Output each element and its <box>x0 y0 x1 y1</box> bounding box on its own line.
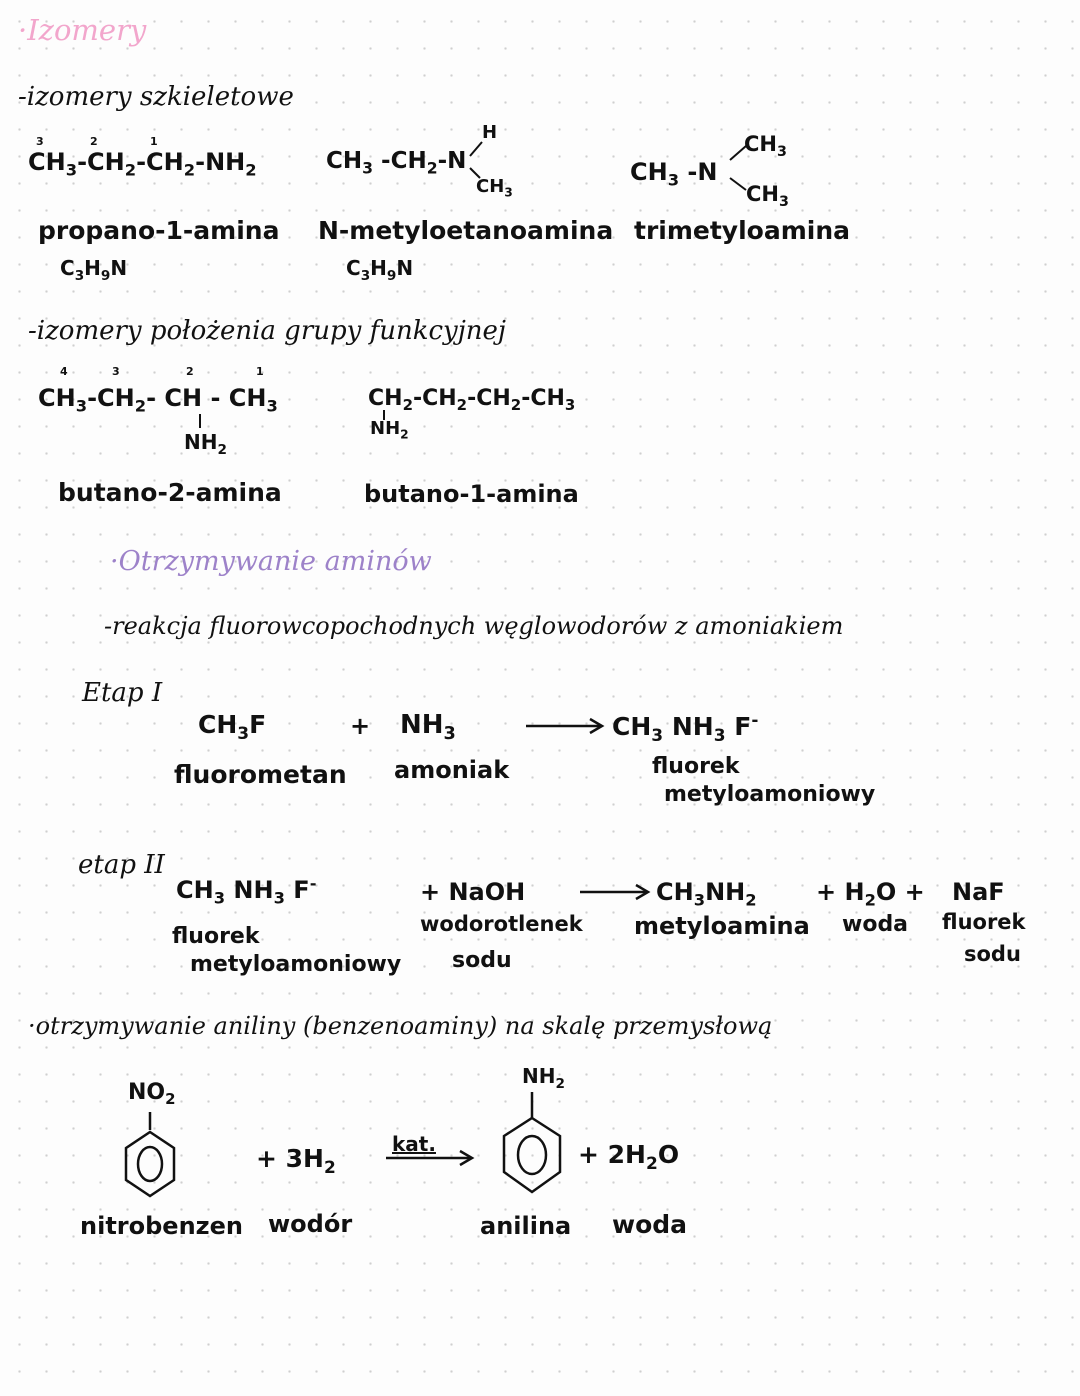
synthesis-title: ·Otrzymywanie aminów <box>110 546 432 577</box>
reactant-formula: $CH_3$ $NH_3$ F- <box>176 874 317 908</box>
reactant-name: fluorek <box>172 924 260 949</box>
reactant-name: wodór <box>268 1210 353 1238</box>
product-name: metyloamoniowy <box>664 782 876 807</box>
water-formula: + $2H_2O$ <box>578 1140 680 1174</box>
product-name: fluorek <box>652 754 740 779</box>
substituent-top: $CH_3$ <box>744 132 787 160</box>
substituent: $NH_2$ <box>184 430 227 458</box>
reactant-formula: $NH_3$ <box>400 710 456 745</box>
carbon-number: 3 <box>112 365 120 378</box>
substituent: $NH_2$ <box>370 418 409 442</box>
reactant-name: fluorometan <box>174 760 347 789</box>
reactant-name: sodu <box>452 948 512 973</box>
skeletal-isomers-heading: -izomery szkieletowe <box>18 82 294 112</box>
molecular-formula: $C_3H_9N$ <box>60 256 128 284</box>
nitro-group: $NO_2$ <box>128 1080 176 1109</box>
compound-name: butano-1-amina <box>364 480 579 508</box>
carbon-number: 1 <box>256 365 264 378</box>
structural-formula: $CH_3$ -N <box>630 158 718 190</box>
amino-group: $NH_2$ <box>522 1064 565 1092</box>
product-formula: $CH_3$ $NH_3$ F- <box>612 710 759 746</box>
carbon-number: 1 <box>150 135 158 148</box>
product-formula: + $H_2O$ + <box>816 878 925 910</box>
product-formula: NaF <box>952 878 1005 906</box>
structural-formula: $CH_3$ $-CH_2-N$ <box>326 148 467 178</box>
substituent-bottom: $CH_3$ <box>746 182 789 210</box>
substituent-bottom: $CH_3$ <box>476 176 513 200</box>
position-isomers-heading: -izomery położenia grupy funkcyjnej <box>28 316 506 346</box>
structural-formula: $CH_3-CH_2-$ CH - $CH_3$ <box>38 384 278 416</box>
reactant-name: nitrobenzen <box>80 1212 243 1240</box>
stage-label: etap II <box>78 850 165 880</box>
carbon-number: 2 <box>186 365 194 378</box>
compound-name: butano-2-amina <box>58 478 282 507</box>
reactant-formula: $CH_3F$ <box>198 710 267 744</box>
aniline-heading: ·otrzymywanie aniliny (benzenoaminy) na skalę przemysłową <box>28 1012 773 1040</box>
carbon-number: 2 <box>90 135 98 148</box>
compound-name: trimetyloamina <box>634 216 851 245</box>
molecular-formula: $C_3H_9N$ <box>346 256 414 284</box>
plus-sign: + <box>350 712 371 740</box>
reactant-name: metyloamoniowy <box>190 952 402 977</box>
product-name: woda <box>842 912 909 937</box>
carbon-number: 3 <box>36 135 44 148</box>
product-name: sodu <box>964 942 1021 966</box>
substituent-top: H <box>482 122 498 143</box>
catalyst-label: kat. <box>392 1132 436 1156</box>
page-title: ·Izomery <box>18 13 147 47</box>
structural-formula: $CH_2-CH_2-CH_2-CH_3$ <box>368 386 576 415</box>
reactant-name: amoniak <box>394 756 510 784</box>
carbon-number: 4 <box>60 365 68 378</box>
product-name: metyloamina <box>634 912 810 940</box>
stage-label: Etap I <box>82 678 163 708</box>
benzene-ring-icon <box>0 0 1 1</box>
product-formula: $CH_3NH_2$ <box>656 878 757 910</box>
product-name: fluorek <box>942 910 1026 934</box>
product-name: woda <box>612 1210 688 1239</box>
compound-name: N-metyloetanoamina <box>318 216 614 245</box>
reactant-name: wodorotlenek <box>420 912 583 936</box>
structural-formula: $CH_3-CH_2-CH_2-NH_2$ <box>28 148 257 180</box>
reactant-formula: + NaOH <box>420 878 526 906</box>
product-name: anilina <box>480 1212 572 1240</box>
compound-name: propano-1-amina <box>38 216 280 245</box>
hydrogen-formula: + $3H_2$ <box>256 1144 336 1178</box>
reaction-heading: -reakcja fluorowcopochodnych węglowodorów z amoniakiem <box>104 612 844 640</box>
